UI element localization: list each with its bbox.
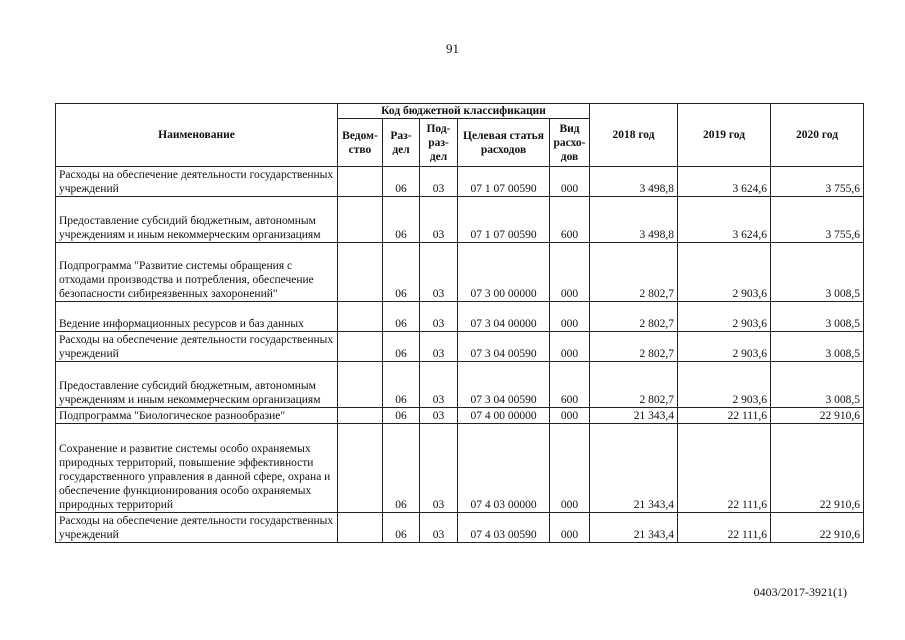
row-podrazdel: 03 — [420, 362, 458, 408]
row-2019: 2 903,6 — [678, 302, 771, 332]
row-vid: 000 — [550, 513, 590, 543]
row-vedomstvo — [338, 513, 383, 543]
row-name: Расходы на обеспечение деятельности государственных учреждений — [56, 167, 338, 197]
row-podrazdel: 03 — [420, 243, 458, 302]
budget-table — [55, 103, 864, 543]
row-name: Предоставление субсидий бюджетным, автономным учреждениям и иным некоммерческим организациям — [56, 197, 338, 243]
row-vid: 000 — [550, 167, 590, 197]
row-2018: 21 343,4 — [590, 408, 678, 424]
row-name: Подпрограмма "Биологическое разнообразие" — [56, 408, 338, 424]
table-row — [56, 513, 864, 543]
table-row — [56, 424, 864, 513]
table-row — [56, 408, 864, 424]
row-name: Предоставление субсидий бюджетным, автономным учреждениям и иным некоммерческим организациям — [56, 362, 338, 408]
row-2018: 3 498,8 — [590, 167, 678, 197]
row-2020: 22 910,6 — [771, 513, 864, 543]
header-razdel: Раз-дел — [383, 119, 420, 167]
row-name: Подпрограмма "Развитие системы обращения с отходами производства и потребления, обеспечение безопасности сибиреязвенных захоронений" — [56, 243, 338, 302]
row-vid: 600 — [550, 362, 590, 408]
row-2019: 3 624,6 — [678, 197, 771, 243]
row-razdel: 06 — [383, 243, 420, 302]
row-razdel: 06 — [383, 302, 420, 332]
row-vedomstvo — [338, 197, 383, 243]
row-2020: 3 008,5 — [771, 362, 864, 408]
header-vedomstvo: Ведом-ство — [338, 119, 383, 167]
row-2018: 21 343,4 — [590, 424, 678, 513]
row-razdel: 06 — [383, 197, 420, 243]
row-2020: 3 755,6 — [771, 167, 864, 197]
row-2019: 3 624,6 — [678, 167, 771, 197]
row-vedomstvo — [338, 243, 383, 302]
table-row — [56, 167, 864, 197]
row-tselevaya: 07 1 07 00590 — [458, 197, 550, 243]
row-razdel: 06 — [383, 513, 420, 543]
row-podrazdel: 03 — [420, 424, 458, 513]
row-2020: 22 910,6 — [771, 408, 864, 424]
row-2018: 2 802,7 — [590, 362, 678, 408]
row-2019: 22 111,6 — [678, 424, 771, 513]
row-vid: 000 — [550, 302, 590, 332]
row-2020: 22 910,6 — [771, 424, 864, 513]
header-2020: 2020 год — [771, 104, 864, 167]
row-podrazdel: 03 — [420, 302, 458, 332]
row-2020: 3 755,6 — [771, 197, 864, 243]
row-tselevaya: 07 3 00 00000 — [458, 243, 550, 302]
row-2018: 2 802,7 — [590, 243, 678, 302]
table-row — [56, 243, 864, 302]
table-row — [56, 197, 864, 243]
header-name: Наименование — [56, 104, 338, 167]
row-podrazdel: 03 — [420, 167, 458, 197]
page-number: 91 — [446, 41, 459, 56]
row-podrazdel: 03 — [420, 197, 458, 243]
row-vedomstvo — [338, 302, 383, 332]
table-row — [56, 332, 864, 362]
row-podrazdel: 03 — [420, 513, 458, 543]
row-2018: 3 498,8 — [590, 197, 678, 243]
row-2018: 2 802,7 — [590, 302, 678, 332]
row-razdel: 06 — [383, 424, 420, 513]
row-2018: 21 343,4 — [590, 513, 678, 543]
row-vid: 600 — [550, 197, 590, 243]
row-tselevaya: 07 3 04 00000 — [458, 302, 550, 332]
header-tselevaya: Целевая статья расходов — [458, 119, 550, 167]
header-podrazdel: Под-раз-дел — [420, 119, 458, 167]
header-2019: 2019 год — [678, 104, 771, 167]
row-podrazdel: 03 — [420, 332, 458, 362]
row-2019: 22 111,6 — [678, 513, 771, 543]
row-tselevaya: 07 4 00 00000 — [458, 408, 550, 424]
row-razdel: 06 — [383, 362, 420, 408]
row-podrazdel: 03 — [420, 408, 458, 424]
header-2018: 2018 год — [590, 104, 678, 167]
row-2019: 2 903,6 — [678, 332, 771, 362]
row-tselevaya: 07 3 04 00590 — [458, 332, 550, 362]
row-name: Ведение информационных ресурсов и баз данных — [56, 302, 338, 332]
document-code: 0403/2017-3921(1) — [753, 585, 847, 599]
header-vid: Вид расхо-дов — [550, 119, 590, 167]
row-name: Расходы на обеспечение деятельности государственных учреждений — [56, 332, 338, 362]
row-razdel: 06 — [383, 332, 420, 362]
row-2020: 3 008,5 — [771, 332, 864, 362]
row-name: Расходы на обеспечение деятельности государственных учреждений — [56, 513, 338, 543]
row-2018: 2 802,7 — [590, 332, 678, 362]
row-vid: 000 — [550, 424, 590, 513]
row-name: Сохранение и развитие системы особо охраняемых природных территорий, повышение эффективности государственного управления в данной сфере, охрана и обеспечение функционирования особо охраняемых природных территорий — [56, 424, 338, 513]
row-2020: 3 008,5 — [771, 243, 864, 302]
row-vedomstvo — [338, 424, 383, 513]
row-2020: 3 008,5 — [771, 302, 864, 332]
row-vid: 000 — [550, 243, 590, 302]
row-razdel: 06 — [383, 408, 420, 424]
row-razdel: 06 — [383, 167, 420, 197]
row-2019: 22 111,6 — [678, 408, 771, 424]
row-2019: 2 903,6 — [678, 362, 771, 408]
row-vid: 000 — [550, 332, 590, 362]
row-tselevaya: 07 4 03 00000 — [458, 424, 550, 513]
row-vedomstvo — [338, 408, 383, 424]
header-budget-code-group: Код бюджетной классификации — [338, 104, 590, 119]
table-row — [56, 302, 864, 332]
row-vid: 000 — [550, 408, 590, 424]
row-tselevaya: 07 3 04 00590 — [458, 362, 550, 408]
row-vedomstvo — [338, 332, 383, 362]
row-tselevaya: 07 1 07 00590 — [458, 167, 550, 197]
row-vedomstvo — [338, 167, 383, 197]
row-tselevaya: 07 4 03 00590 — [458, 513, 550, 543]
row-2019: 2 903,6 — [678, 243, 771, 302]
table-row — [56, 362, 864, 408]
row-vedomstvo — [338, 362, 383, 408]
